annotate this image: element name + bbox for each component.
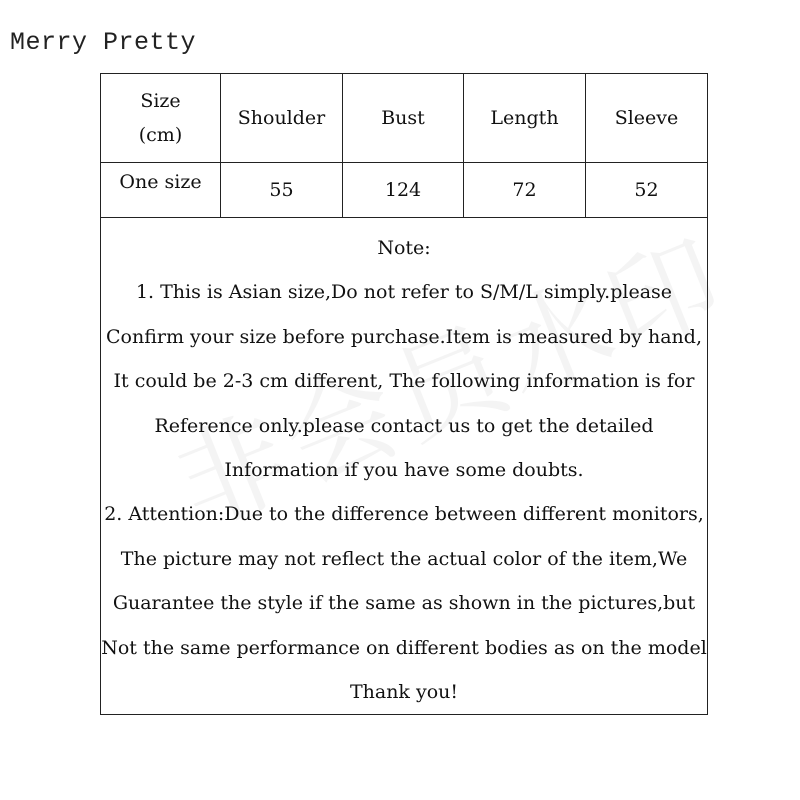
note-line: 1. This is Asian size,Do not refer to S/M/L simply.please bbox=[135, 281, 673, 304]
size-chart-table bbox=[100, 73, 708, 715]
cell-length: 72 bbox=[464, 163, 586, 218]
note-thank-you: Thank you! bbox=[349, 681, 459, 704]
note-line: Confirm your size before purchase.Item is measured by hand, bbox=[106, 325, 702, 348]
cell-shoulder: 55 bbox=[221, 163, 343, 218]
note-line: 2. Attention:Due to the difference between different monitors, bbox=[104, 503, 704, 526]
header-shoulder: Shoulder bbox=[221, 74, 343, 163]
note-title: Note: bbox=[377, 237, 431, 259]
note-line: It could be 2-3 cm different, The following information is for bbox=[113, 370, 695, 393]
header-size-unit: (cm) bbox=[138, 124, 183, 146]
note-line: Guarantee the style if the same as shown in the pictures,but bbox=[112, 592, 696, 615]
header-size bbox=[101, 74, 221, 163]
header-sleeve: Sleeve bbox=[586, 74, 708, 163]
note-line: Information if you have some doubts. bbox=[224, 459, 584, 482]
table-row bbox=[101, 163, 708, 218]
cell-size: One size bbox=[101, 163, 221, 218]
header-bust: Bust bbox=[343, 74, 464, 163]
note-line: The picture may not reflect the actual color of the item,We bbox=[120, 547, 688, 570]
header-row bbox=[101, 74, 708, 163]
cell-sleeve: 52 bbox=[586, 163, 708, 218]
note-line: Not the same performance on different bodies as on the model bbox=[101, 636, 707, 659]
note-line: Reference only.please contact us to get the detailed bbox=[154, 414, 654, 437]
note-cell bbox=[101, 218, 708, 715]
note-row bbox=[101, 218, 708, 715]
cell-bust: 124 bbox=[343, 163, 464, 218]
header-length: Length bbox=[464, 74, 586, 163]
brand-name: Merry Pretty bbox=[10, 28, 197, 57]
header-size-label: Size bbox=[140, 90, 181, 112]
